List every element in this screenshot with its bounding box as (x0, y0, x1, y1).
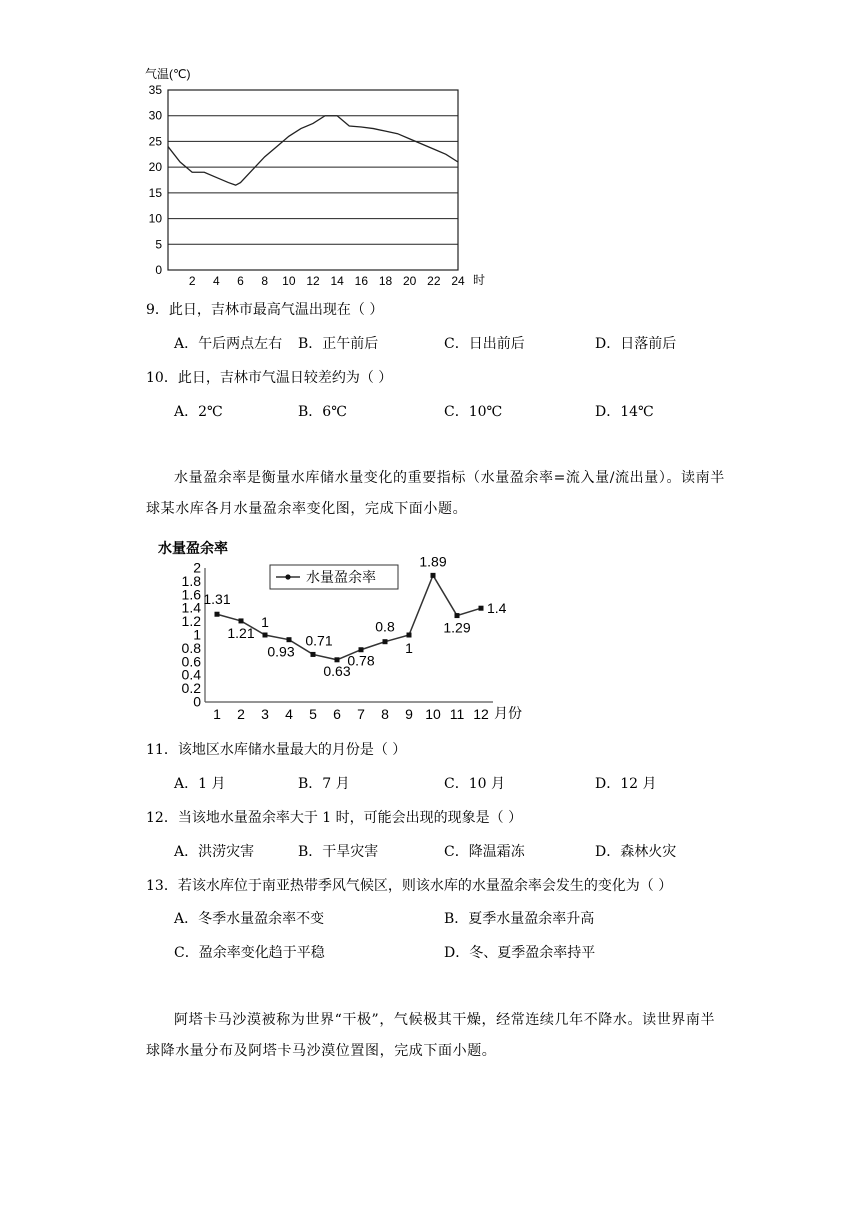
surplus-data-label: 1 (405, 640, 413, 656)
surplus-data-point (215, 612, 220, 617)
surplus-x-label: 月份 (494, 705, 522, 721)
surplus-x-tick: 2 (237, 706, 245, 722)
surplus-data-point (407, 633, 412, 638)
surplus-data-point (335, 657, 340, 662)
surplus-data-label: 1.29 (443, 619, 471, 636)
question-9: 9．此日，吉林市最高气温出现在（ ） (146, 302, 384, 318)
surplus-x-tick: 12 (473, 706, 489, 722)
legend-marker-icon (285, 574, 290, 579)
q13-option-b[interactable]: B．夏季水量盈余率升高 (444, 911, 595, 927)
surplus-x-tick: 7 (357, 706, 365, 722)
temperature-x-tick: 12 (306, 274, 320, 288)
surplus-data-label: 0.78 (347, 652, 375, 669)
surplus-x-tick: 9 (405, 706, 413, 722)
surplus-x-tick: 3 (261, 706, 269, 722)
q11-option-a[interactable]: A．1 月 (174, 776, 226, 792)
surplus-y-tick: 1.2 (181, 613, 201, 630)
surplus-data-label: 1 (261, 614, 269, 630)
question-13: 13．若该水库位于南亚热带季风气候区，则该水库的水量盈余率会发生的变化为（ ） (146, 878, 673, 894)
surplus-chart (150, 535, 540, 725)
q13-option-a[interactable]: A．冬季水量盈余率不变 (174, 911, 325, 927)
surplus-data-label: 1.31 (203, 591, 231, 608)
surplus-data-point (287, 637, 292, 642)
temperature-y-tick: 25 (148, 134, 162, 149)
surplus-data-point (431, 573, 436, 578)
surplus-y-label: 水量盈余率 (158, 540, 228, 556)
q9-option-d[interactable]: D．日落前后 (595, 336, 677, 352)
surplus-data-label: 1.21 (227, 624, 255, 641)
q11-option-c[interactable]: C．10 月 (444, 776, 505, 792)
temperature-y-tick: 15 (148, 185, 162, 200)
temperature-chart (140, 62, 490, 294)
temperature-x-tick: 18 (378, 274, 393, 288)
temperature-x-tick: 22 (427, 274, 441, 288)
temperature-x-tick: 8 (261, 274, 269, 288)
question-10: 10．此日，吉林市气温日较差约为（ ） (146, 370, 393, 386)
surplus-data-label: 0.8 (375, 618, 395, 635)
temperature-y-tick: 5 (155, 237, 162, 252)
temperature-x-label: 时 (473, 273, 486, 287)
temperature-x-tick: 20 (402, 274, 417, 288)
surplus-y-tick: 0 (193, 693, 201, 710)
surplus-x-tick: 4 (285, 706, 293, 722)
surplus-x-tick: 10 (425, 706, 441, 722)
temperature-x-tick: 24 (451, 274, 465, 288)
surplus-data-point (311, 652, 316, 657)
surplus-data-point (455, 613, 460, 618)
temperature-x-tick: 10 (282, 274, 296, 288)
surplus-y-tick: 1.4 (181, 599, 201, 616)
surplus-data-point (383, 639, 388, 644)
passage-reservoir: 水量盈余率是衡量水库储水量变化的重要指标（水量盈余率=流入量/流出量）。读南半球某水库各月水量盈余率变化图，完成下面小题。 (146, 470, 725, 517)
temperature-y-tick: 10 (148, 211, 162, 226)
q12-option-a[interactable]: A．洪涝灾害 (174, 844, 255, 860)
surplus-data-point (239, 618, 244, 623)
surplus-x-tick: 11 (449, 706, 465, 722)
surplus-y-tick: 0.4 (181, 666, 201, 683)
surplus-data-label: 0.63 (323, 662, 351, 679)
passage-atacama: 阿塔卡马沙漠被称为世界“干极”，气候极其干燥，经常连续几年不降水。读世界南半球降水量分布及阿塔卡马沙漠位置图，完成下面小题。 (146, 1012, 716, 1059)
temperature-y-tick: 30 (148, 108, 162, 123)
q10-option-b[interactable]: B．6℃ (298, 404, 347, 420)
q13-option-c[interactable]: C．盈余率变化趋于平稳 (174, 945, 325, 961)
temperature-x-tick: 14 (330, 274, 344, 288)
surplus-data-label: 0.71 (305, 632, 333, 649)
surplus-x-tick: 8 (381, 706, 389, 722)
q10-option-c[interactable]: C．10℃ (444, 404, 503, 420)
q13-option-d[interactable]: D．冬、夏季盈余率持平 (444, 945, 596, 961)
surplus-y-tick: 0.8 (181, 639, 201, 656)
temperature-line (168, 116, 458, 185)
temperature-x-tick: 2 (188, 274, 196, 288)
surplus-x-tick: 1 (213, 706, 221, 722)
surplus-data-label: 0.93 (267, 643, 295, 660)
surplus-data-label: 1.4 (487, 600, 507, 617)
q9-option-a[interactable]: A．午后两点左右 (174, 336, 283, 352)
temperature-y-tick: 35 (148, 83, 162, 97)
temperature-y-tick: 0 (155, 263, 162, 277)
temperature-x-tick: 4 (212, 274, 220, 288)
q9-option-c[interactable]: C．日出前后 (444, 336, 525, 352)
surplus-data-point (359, 647, 364, 652)
temperature-y-tick: 20 (148, 160, 162, 175)
temperature-y-label: 气温(℃) (145, 67, 191, 81)
temperature-x-tick: 16 (354, 274, 369, 288)
q11-option-b[interactable]: B．7 月 (298, 776, 350, 792)
legend-label: 水量盈余率 (306, 569, 376, 585)
question-12: 12．当该地水量盈余率大于 1 时，可能会出现的现象是（ ） (146, 810, 523, 826)
surplus-y-tick: 2 (193, 559, 201, 576)
q10-option-a[interactable]: A．2℃ (174, 404, 223, 420)
surplus-y-tick: 1 (193, 626, 201, 643)
temperature-x-tick: 6 (237, 274, 244, 288)
temperature-plot-frame (168, 90, 458, 270)
question-11: 11．该地区水库储水量最大的月份是（ ） (146, 742, 407, 758)
q9-option-b[interactable]: B．正午前后 (298, 336, 379, 352)
q12-option-d[interactable]: D．森林火灾 (595, 844, 677, 860)
surplus-x-tick: 5 (309, 706, 317, 722)
q12-option-c[interactable]: C．降温霜冻 (444, 844, 525, 860)
surplus-data-point (263, 633, 268, 638)
surplus-y-tick: 1.6 (181, 586, 201, 603)
q10-option-d[interactable]: D．14℃ (595, 404, 654, 420)
surplus-y-tick: 0.6 (181, 653, 201, 670)
surplus-x-tick: 6 (333, 706, 341, 722)
q12-option-b[interactable]: B．干旱灾害 (298, 844, 379, 860)
surplus-y-tick: 0.2 (181, 680, 201, 697)
surplus-data-label: 1.89 (419, 553, 447, 570)
q11-option-d[interactable]: D．12 月 (595, 776, 657, 792)
surplus-data-point (479, 606, 484, 611)
surplus-y-tick: 1.8 (181, 572, 201, 589)
